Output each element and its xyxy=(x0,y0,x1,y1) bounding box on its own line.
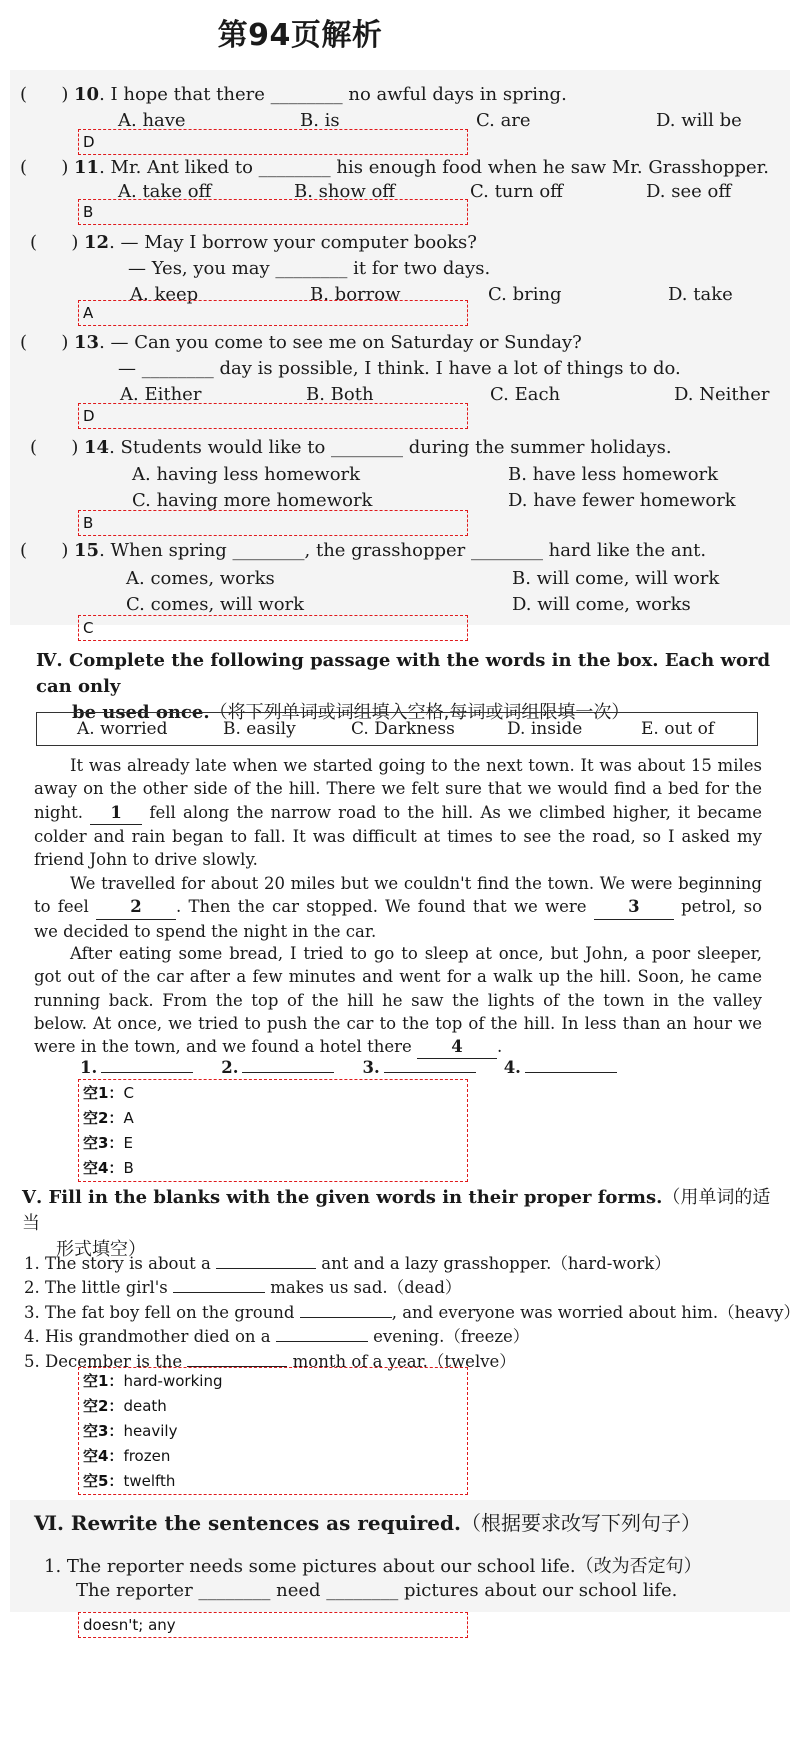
question-10: 10. I hope that there ________ no awful days in spring. xyxy=(74,84,567,105)
paren: ( ) xyxy=(30,437,79,458)
fill-item-4: 4. His grandmother died on a evening.（freeze） xyxy=(24,1327,530,1346)
rewrite-question-1: 1. The reporter needs some pictures about our school life.（改为否定句） xyxy=(44,1556,702,1577)
option-c: C. are xyxy=(476,110,531,131)
fill-item-3: 3. The fat boy fell on the ground , and everyone was worried about him.（heavy） xyxy=(24,1303,800,1322)
blank-3: 3 xyxy=(594,895,674,919)
answer-box-10: D xyxy=(78,129,468,155)
section-6-heading: Ⅵ. Rewrite the sentences as required.（根据要求改写下列句子） xyxy=(34,1511,701,1535)
answer-row: 空5：twelfth xyxy=(83,1472,176,1490)
blank-2: 2 xyxy=(96,895,176,919)
word-option: A. worried xyxy=(77,719,168,739)
paren: ( ) xyxy=(20,332,69,353)
blank-1: 1 xyxy=(90,801,142,825)
option-a: A. keep xyxy=(130,284,199,305)
paren: ( ) xyxy=(30,232,79,253)
word-option: D. inside xyxy=(507,719,583,739)
option-b: B. is xyxy=(300,110,340,131)
answer-row: 空2：death xyxy=(83,1397,167,1415)
option-b: B. Both xyxy=(306,384,374,405)
option-c: C. comes, will work xyxy=(126,594,305,615)
answer-box-12: A xyxy=(78,300,468,326)
option-c: C. turn off xyxy=(470,181,563,202)
answer-row: 空3：E xyxy=(83,1134,133,1152)
passage-paragraph-2: We travelled for about 20 miles but we couldn't find the town. We were beginning to feel 2 . Then the car stopped. We found that we were 3 petrol, so we decided to spend the night in the car. xyxy=(34,874,763,941)
question-14: 14. Students would like to ________ during the summer holidays. xyxy=(84,437,672,458)
question-12: 12. — May I borrow your computer books? xyxy=(84,232,477,253)
question-13: 13. — Can you come to see me on Saturday or Sunday? xyxy=(74,332,582,353)
question-11: 11. Mr. Ant liked to ________ his enough food when he saw Mr. Grasshopper. xyxy=(74,157,769,178)
answer-box-section-6: doesn't; any xyxy=(78,1612,468,1638)
answer-box-13: D xyxy=(78,403,468,429)
question-15: 15. When spring ________, the grasshopper ________ hard like the ant. xyxy=(74,540,707,561)
word-box xyxy=(36,712,758,746)
answer-line: 1. 2. 3. 4. xyxy=(80,1058,617,1077)
answer-box-14: B xyxy=(78,510,468,536)
section-4-heading: Ⅳ. Complete the following passage with the words in the box. Each word can only be used once.（将下列单词或词组填入空格,每词或词组限填一次） xyxy=(36,650,771,723)
answer-box-15: C xyxy=(78,615,468,641)
option-a: A. comes, works xyxy=(126,568,275,589)
word-option: C. Darkness xyxy=(351,719,455,739)
fill-item-1: 1. The story is about a ant and a lazy grasshopper.（hard-work） xyxy=(24,1254,671,1273)
blank-4: 4 xyxy=(417,1035,497,1059)
answer-row: 空4：B xyxy=(83,1159,134,1177)
option-d: D. will come, works xyxy=(512,594,691,615)
option-c: C. bring xyxy=(488,284,562,305)
answer-row: 空3：heavily xyxy=(83,1422,178,1440)
paren: ( ) xyxy=(20,157,69,178)
fill-item-5: 5. December is the month of a year.（twelve） xyxy=(24,1352,516,1371)
question-13-reply: — ________ day is possible, I think. I have a lot of things to do. xyxy=(118,358,681,379)
page-title: 第94页解析 xyxy=(217,18,383,53)
answer-box-section-5 xyxy=(78,1367,468,1495)
answer-row: 空4：frozen xyxy=(83,1447,171,1465)
option-d: D. see off xyxy=(646,181,732,202)
answer-row: 空1：C xyxy=(83,1084,134,1102)
option-c: C. having more homework xyxy=(132,490,373,511)
option-d: D. will be xyxy=(656,110,742,131)
option-b: B. have less homework xyxy=(508,464,719,485)
paren: ( ) xyxy=(20,84,69,105)
option-a: A. take off xyxy=(118,181,212,202)
answer-box-11: B xyxy=(78,199,468,225)
option-b: B. borrow xyxy=(310,284,401,305)
passage-paragraph-3: After eating some bread, I tried to go to sleep at once, but John, a poor sleeper, got out of the car after a few minutes and went for a walk up the hill. Soon, he came running back. From the top of the hill he saw the lights of the town in the valley below. At once, we tried to push the car to the top of the hill. In less than an hour we were in the town, and we found a hotel there 4 . xyxy=(34,942,762,1059)
word-option: B. easily xyxy=(223,719,296,739)
fill-item-2: 2. The little girl's makes us sad.（dead） xyxy=(24,1278,462,1297)
answer-box-section-4 xyxy=(78,1079,468,1182)
word-option: E. out of xyxy=(641,719,715,739)
option-a: A. have xyxy=(118,110,186,131)
section-5-heading: Ⅴ. Fill in the blanks with the given words in their proper forms.（用单词的适当 形式填空） xyxy=(22,1187,771,1260)
answer-row: 空2：A xyxy=(83,1109,134,1127)
passage-paragraph-1: It was already late when we started going to the next town. It was about 15 miles away on the other side of the hill. There we felt sure that we would find a bed for the night. 1 fell along the narrow road to the hill. As we climbed higher, it became colder and rain began to fall. It was difficult at times to see the road, so I asked my friend John to drive slowly. xyxy=(34,756,762,870)
option-b: B. will come, will work xyxy=(512,568,720,589)
option-c: C. Each xyxy=(490,384,561,405)
question-12-reply: — Yes, you may ________ it for two days. xyxy=(128,258,491,279)
answer-row: 空1：hard-working xyxy=(83,1372,223,1390)
option-d: D. take xyxy=(668,284,733,305)
paren: ( ) xyxy=(20,540,69,561)
option-b: B. show off xyxy=(294,181,396,202)
option-d: D. Neither xyxy=(674,384,770,405)
option-a: A. Either xyxy=(120,384,202,405)
option-a: A. having less homework xyxy=(132,464,361,485)
option-d: D. have fewer homework xyxy=(508,490,736,511)
rewrite-question-1-template: The reporter ________ need ________ pictures about our school life. xyxy=(76,1580,678,1601)
